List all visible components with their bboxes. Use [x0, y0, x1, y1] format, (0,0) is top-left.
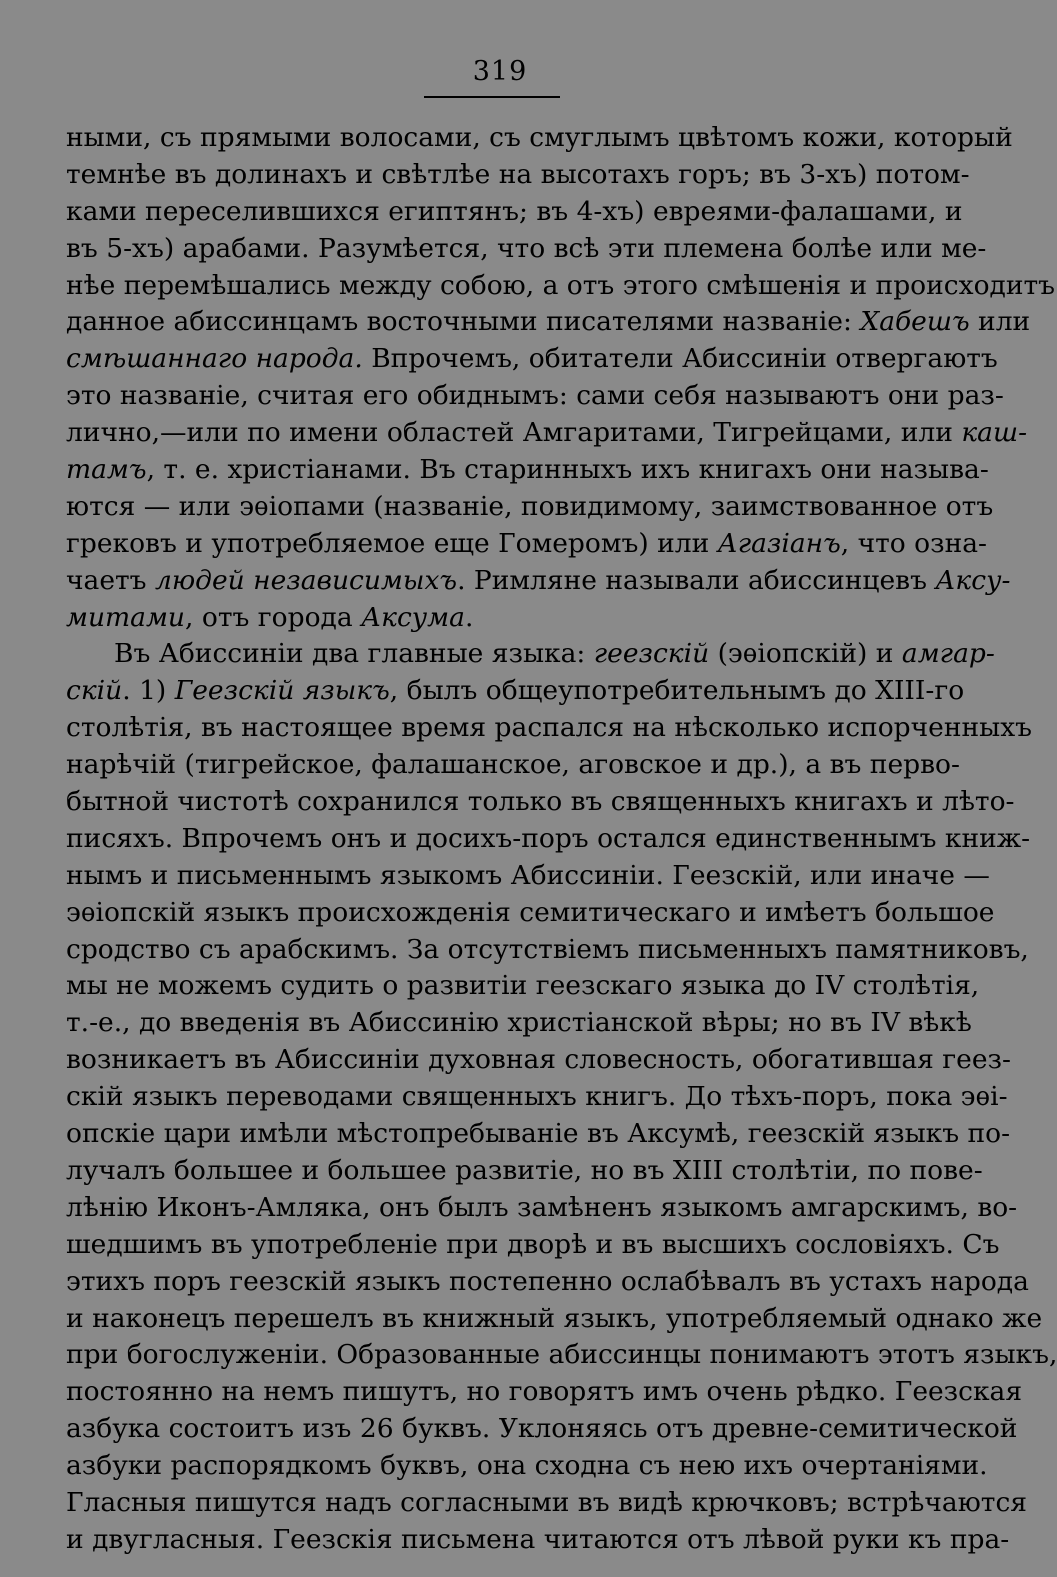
text-line — [66, 1301, 1043, 1338]
text-segment: возникаетъ въ Абиссиніи духовная словесность, обогатившая геез- — [66, 1044, 1011, 1076]
text-line — [66, 304, 1031, 341]
text-line — [66, 526, 988, 563]
page-number-rule — [424, 96, 560, 98]
text-line — [66, 415, 1028, 452]
text-line — [66, 821, 1031, 858]
text-segment: . — [464, 601, 474, 633]
text-segment: лучалъ большее и большее развитіе, но въ XIII столѣтіи, по пове- — [66, 1154, 983, 1186]
text-segment: лично,—или по имени областей Амгаритами, Тигрейцами, или — [66, 417, 962, 449]
text-segment: . 1) — [122, 675, 175, 707]
text-segment: Впрочемъ, обитатели Абиссиніи отвергаютъ — [362, 343, 998, 375]
text-line — [66, 563, 1011, 600]
text-segment: азбуки распорядкомъ буквъ, она сходна съ нею ихъ очертаніями. — [66, 1450, 988, 1482]
text-segment: нарѣчій (тигрейское, фалашанское, аговское и др.), а въ перво- — [66, 749, 960, 781]
italic-text: тамъ — [66, 454, 147, 486]
text-line — [66, 341, 998, 378]
text-segment: т.-е., до введенія въ Абиссинію христіанской вѣры; но въ IV вѣкѣ — [66, 1007, 972, 1039]
text-line — [66, 932, 1029, 969]
text-line — [66, 858, 990, 895]
text-line — [66, 1264, 1029, 1301]
text-line — [66, 1411, 1018, 1448]
italic-text: митами — [66, 601, 186, 633]
italic-text: людей независимыхъ — [154, 564, 458, 596]
text-segment: ются — или эѳіопами (названіе, повидимому, заимствованное отъ — [66, 490, 994, 522]
text-line — [66, 1522, 1010, 1559]
text-segment: Въ Абиссиніи два главные языка: — [114, 638, 594, 670]
text-line — [66, 1153, 983, 1190]
text-line — [66, 268, 1056, 305]
text-line — [66, 1190, 1018, 1227]
text-line — [66, 784, 1015, 821]
text-segment: данное абиссинцамъ восточными писателями названіе: — [66, 306, 861, 338]
text-segment: въ 5-хъ) арабами. Разумѣется, что всѣ эти племена болѣе или ме- — [66, 232, 987, 264]
text-segment: чаетъ — [66, 564, 155, 596]
text-line — [66, 636, 995, 673]
text-segment: эѳіопскій языкъ происхожденія семитическаго и имѣетъ большое — [66, 896, 995, 928]
text-segment: писяхъ. Впрочемъ онъ и досихъ-поръ остался единственнымъ книж- — [66, 822, 1031, 854]
italic-text: геезскій — [593, 638, 710, 670]
text-segment: темнѣе въ долинахъ и свѣтлѣе на высотахъ горъ; въ 3-хъ) потом- — [66, 158, 970, 190]
text-line — [66, 1337, 1057, 1374]
text-line — [66, 895, 995, 932]
text-segment: при богослуженіи. Образованные абиссинцы понимаютъ этотъ языкъ, — [66, 1339, 1057, 1371]
text-segment: нымъ и письменнымъ языкомъ Абиссиніи. Геезскій, или иначе — — [66, 859, 990, 891]
text-segment: или — [969, 306, 1031, 338]
italic-text: Агазіанъ — [717, 527, 841, 559]
text-line — [66, 600, 926, 637]
text-segment: ными, съ прямыми волосами, съ смуглымъ цвѣтомъ кожи, который — [66, 122, 1013, 153]
text-line — [66, 1042, 1011, 1079]
text-segment: , что озна- — [840, 527, 988, 559]
text-segment: опскіе цари имѣли мѣстопребываніе въ Аксумѣ, геезскій языкъ по- — [66, 1118, 1011, 1150]
text-segment: азбука состоитъ изъ 26 буквъ. Уклоняясь отъ древне-семитической — [66, 1413, 1018, 1445]
text-segment: лѣнію Иконъ-Амляка, онъ былъ замѣненъ языкомъ амгарскимъ, во- — [66, 1191, 1018, 1223]
text-segment: постоянно на немъ пишутъ, но говорятъ имъ очень рѣдко. Геезская — [66, 1376, 1023, 1408]
text-segment: этихъ поръ геезскій языкъ постепенно ослабѣвалъ въ устахъ народа — [66, 1265, 1029, 1297]
text-line — [66, 710, 1033, 747]
text-line — [66, 673, 965, 710]
text-segment: нѣе перемѣшались между собою, а отъ этого смѣшенія и происходитъ — [66, 269, 1056, 301]
italic-text: Геезскій языкъ — [174, 675, 390, 707]
text-segment: Гласныя пишутся надъ согласными въ видѣ крючковъ; встрѣчаются — [66, 1486, 1028, 1518]
text-line — [66, 489, 994, 526]
italic-text: амгар- — [901, 638, 995, 670]
text-line — [66, 120, 1013, 157]
text-segment: , былъ общеупотребительнымъ до XIII-го — [389, 675, 965, 707]
italic-text: Хабешъ — [860, 306, 970, 338]
text-line — [66, 157, 970, 194]
text-line — [66, 1227, 1000, 1264]
text-segment: мы не можемъ судить о развитіи геезскаго языка до IV столѣтія, — [66, 970, 980, 1002]
text-segment: , т. е. христіанами. Въ старинныхъ ихъ книгахъ они называ- — [146, 454, 989, 486]
text-segment: шедшимъ въ употребленіе при дворѣ и въ высшихъ сословіяхъ. Съ — [66, 1228, 1000, 1260]
italic-text: скій — [66, 675, 123, 707]
text-line — [66, 1448, 988, 1485]
text-line — [66, 1005, 972, 1042]
text-line — [66, 194, 963, 231]
text-line — [66, 1116, 1011, 1153]
text-segment: . Римляне называли абиссинцевъ — [457, 564, 936, 596]
text-segment: и наконецъ перешелъ въ книжный языкъ, употребляемый однако же — [66, 1302, 1043, 1334]
text-line — [66, 231, 987, 268]
text-line — [66, 968, 980, 1005]
text-segment: бытной чистотѣ сохранился только въ священныхъ книгахъ и лѣто- — [66, 786, 1015, 818]
text-segment: (эѳіопскій) и — [709, 638, 902, 670]
text-segment: столѣтія, въ настоящее время распался на нѣсколько испорченныхъ — [66, 712, 1033, 744]
text-line — [66, 747, 960, 784]
text-segment: , отъ города — [185, 601, 362, 633]
italic-text: Аксума — [361, 601, 465, 633]
page-number: 319 — [472, 56, 528, 87]
text-line — [66, 452, 989, 489]
text-segment: это названіе, считая его обиднымъ: сами себя называютъ они раз- — [66, 380, 1004, 412]
text-segment: ками переселившихся египтянъ; въ 4-хъ) евреями-фалашами, и — [66, 195, 963, 227]
text-segment: и двугласныя. Геезскія письмена читаются отъ лѣвой руки къ пра- — [66, 1523, 1010, 1555]
text-line — [66, 1079, 1008, 1116]
text-line — [66, 1374, 1023, 1411]
text-segment: сродство съ арабскимъ. За отсутствіемъ письменныхъ памятниковъ, — [66, 933, 1029, 965]
italic-text: каш- — [961, 417, 1028, 449]
text-segment: скій языкъ переводами священныхъ книгъ. До тѣхъ-поръ, пока эѳі- — [66, 1081, 1008, 1113]
italic-text: смѣшаннаго народа. — [66, 343, 363, 375]
text-line — [66, 1485, 1028, 1522]
body-text — [66, 120, 1057, 1559]
text-segment: грековъ и употребляемое еще Гомеромъ) или — [66, 527, 718, 559]
text-line — [66, 378, 1004, 415]
italic-text: Аксу- — [935, 564, 1011, 596]
